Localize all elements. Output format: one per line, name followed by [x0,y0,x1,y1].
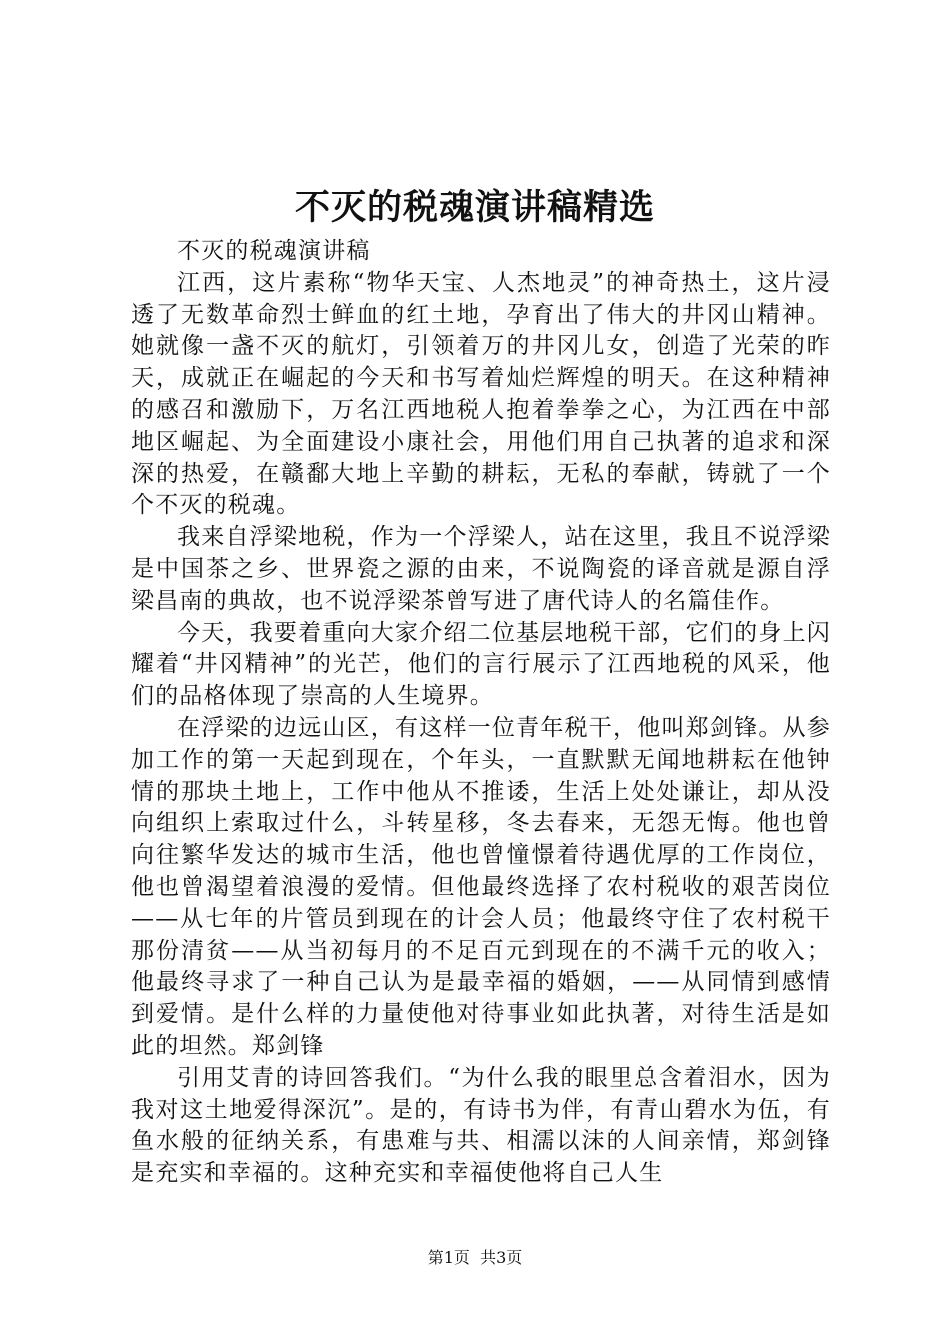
paragraph: 江西，这片素称“物华天宝、人杰地灵”的神奇热土，这片浸透了无数革命烈士鲜血的红土地，孕育出了伟大的井冈山精神。她就像一盏不灭的航灯，引领着万的井冈儿女，创造了光荣的昨天，成就正在崛起的今天和书写着灿烂辉煌的明天。在这种精神的感召和激励下，万名江西地税人抱着拳拳之心，为江西在中部地区崛起、为全面建设小康社会，用他们用自己执著的追求和深深的热爱，在赣鄱大地上辛勤的耕耘，无私的奉献，铸就了一个个不灭的税魂。 [131,269,831,519]
document-title: 不灭的税魂演讲稿精选 [294,187,655,228]
document-body [131,236,831,1190]
page-footer [0,1247,950,1269]
paragraph: 我来自浮梁地税，作为一个浮梁人，站在这里，我且不说浮梁是中国茶之乡、世界瓷之源的由来，不说陶瓷的译音就是源自浮梁昌南的典故，也不说浮梁茶曾写进了唐代诗人的名篇佳作。 [131,524,831,614]
paragraph: 引用艾青的诗回答我们。“为什么我的眼里总含着泪水，因为我对这土地爱得深沉”。是的，有诗书为伴，有青山碧水为伍，有鱼水般的征纳关系，有患难与共、相濡以沫的人间亲情，郑剑锋是充实和幸福的。这种充实和幸福使他将自己人生 [131,1064,831,1187]
paragraph-subtitle: 不灭的税魂演讲稿 [177,238,371,264]
paragraph: 在浮梁的边远山区，有这样一位青年税干，他叫郑剑锋。从参加工作的第一天起到现在，个年头，一直默默无闻地耕耘在他钟情的那块土地上，工作中他从不推诿，生活上处处谦让，却从没向组织上索取过什么，斗转星移，冬去春来，无怨无悔。他也曾向往繁华发达的城市生活，他也曾憧憬着待遇优厚的工作岗位，他也曾渴望着浪漫的爱情。但他最终选择了农村税收的艰苦岗位——从七年的片管员到现在的计会人员；他最终守住了农村税干那份清贫——从当初每月的不足百元到现在的不满千元的收入；他最终寻求了一种自己认为是最幸福的婚姻，——从同情到感情到爱情。是什么样的力量使他对待事业如此执著，对待生活是如此的坦然。郑剑锋 [131,714,831,1059]
page-number-label: 第1页 共3页 [427,1248,523,1267]
paragraph: 今天，我要着重向大家介绍二位基层地税干部，它们的身上闪耀着“井冈精神”的光芒，他们的言行展示了江西地税的风采，他们的品格体现了崇高的人生境界。 [131,619,831,710]
